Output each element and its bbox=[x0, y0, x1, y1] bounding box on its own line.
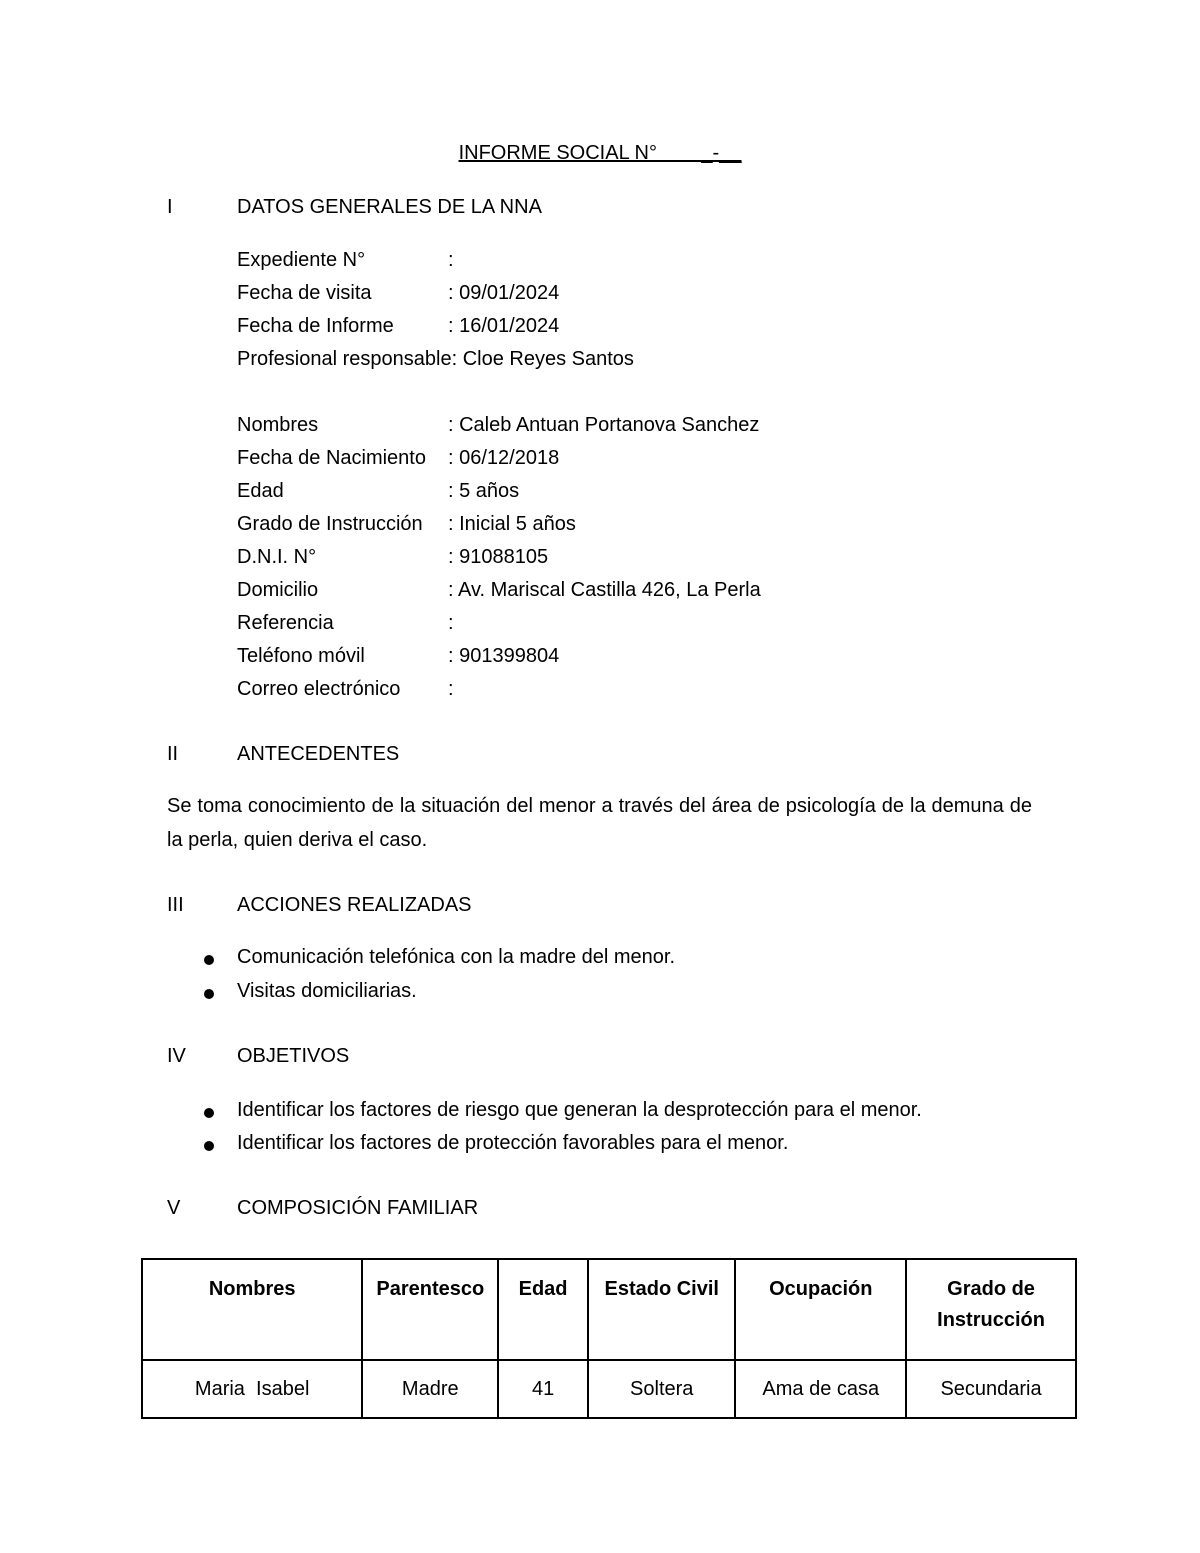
antecedentes-paragraph: Se toma conocimiento de la situación del menor a través del área de psicología de la demuna de la perla, quien deriva el caso. bbox=[167, 795, 1032, 851]
section-number: III bbox=[167, 894, 184, 916]
list-item-text: Identificar los factores de riesgo que generan la desprotección para el menor. bbox=[237, 1099, 922, 1121]
field-label: Grado de Instrucción bbox=[237, 513, 423, 535]
column-header: Parentesco bbox=[362, 1259, 498, 1360]
field-value: : 5 años bbox=[448, 480, 520, 502]
column-header: Grado de Instrucción bbox=[906, 1259, 1076, 1360]
section-label: ANTECEDENTES bbox=[237, 743, 400, 765]
list-item-text: Identificar los factores de protección favorables para el menor. bbox=[237, 1132, 789, 1154]
field-value: : Av. Mariscal Castilla 426, La Perla bbox=[448, 579, 761, 601]
section-number: II bbox=[167, 743, 179, 765]
field-label: Fecha de Nacimiento bbox=[237, 447, 426, 469]
section-number: IV bbox=[167, 1045, 186, 1067]
table-cell: Soltera bbox=[588, 1360, 736, 1418]
bullet-icon bbox=[204, 1108, 214, 1118]
column-header: Ocupación bbox=[735, 1259, 906, 1360]
table-cell: Maria Isabel bbox=[142, 1360, 362, 1418]
table-cell: 41 bbox=[498, 1360, 588, 1418]
table-cell: Secundaria bbox=[906, 1360, 1076, 1418]
field-label: Referencia bbox=[237, 612, 334, 634]
bullet-icon bbox=[204, 989, 214, 999]
field-label: Teléfono móvil bbox=[237, 645, 365, 667]
section-number: V bbox=[167, 1197, 181, 1219]
field-value: : 91088105 bbox=[448, 546, 549, 568]
field-text: Profesional responsable: Cloe Reyes Santos bbox=[237, 348, 634, 370]
list-item-text: Visitas domiciliarias. bbox=[237, 980, 417, 1002]
section-label: OBJETIVOS bbox=[237, 1045, 350, 1067]
section-label: DATOS GENERALES DE LA NNA bbox=[237, 196, 542, 218]
field-label: Fecha de visita bbox=[237, 282, 372, 304]
field-label: Domicilio bbox=[237, 579, 319, 601]
title-text: INFORME SOCIAL N° bbox=[458, 142, 657, 164]
field-value: : 901399804 bbox=[448, 645, 560, 667]
field-label: Edad bbox=[237, 480, 284, 502]
field-value: : bbox=[448, 678, 454, 700]
field-value: : Inicial 5 años bbox=[448, 513, 576, 535]
table-header-row bbox=[142, 1259, 1076, 1360]
field-value: : Caleb Antuan Portanova Sanchez bbox=[448, 414, 760, 436]
column-header: Nombres bbox=[142, 1259, 362, 1360]
field-value: : bbox=[448, 249, 454, 271]
section-label: COMPOSICIÓN FAMILIAR bbox=[237, 1197, 479, 1219]
field-value: : 06/12/2018 bbox=[448, 447, 560, 469]
field-label: D.N.I. N° bbox=[237, 546, 317, 568]
title-number-blank: _-__ bbox=[701, 142, 742, 164]
bullet-icon bbox=[204, 955, 214, 965]
column-header: Edad bbox=[498, 1259, 588, 1360]
document-title bbox=[0, 142, 1200, 165]
list-item-text: Comunicación telefónica con la madre del menor. bbox=[237, 946, 676, 968]
table-row bbox=[142, 1360, 1076, 1418]
field-value: : 09/01/2024 bbox=[448, 282, 560, 304]
column-header: Estado Civil bbox=[588, 1259, 736, 1360]
table-cell: Ama de casa bbox=[735, 1360, 906, 1418]
field-label: Fecha de Informe bbox=[237, 315, 394, 337]
bullet-icon bbox=[204, 1141, 214, 1151]
field-value: : 16/01/2024 bbox=[448, 315, 560, 337]
family-composition-table bbox=[141, 1258, 1077, 1419]
section-label: ACCIONES REALIZADAS bbox=[237, 894, 472, 916]
table-cell: Madre bbox=[362, 1360, 498, 1418]
field-label: Correo electrónico bbox=[237, 678, 401, 700]
field-label: Expediente N° bbox=[237, 249, 366, 271]
field-label: Nombres bbox=[237, 414, 319, 436]
section-number: I bbox=[167, 196, 173, 218]
field-value: : bbox=[448, 612, 454, 634]
